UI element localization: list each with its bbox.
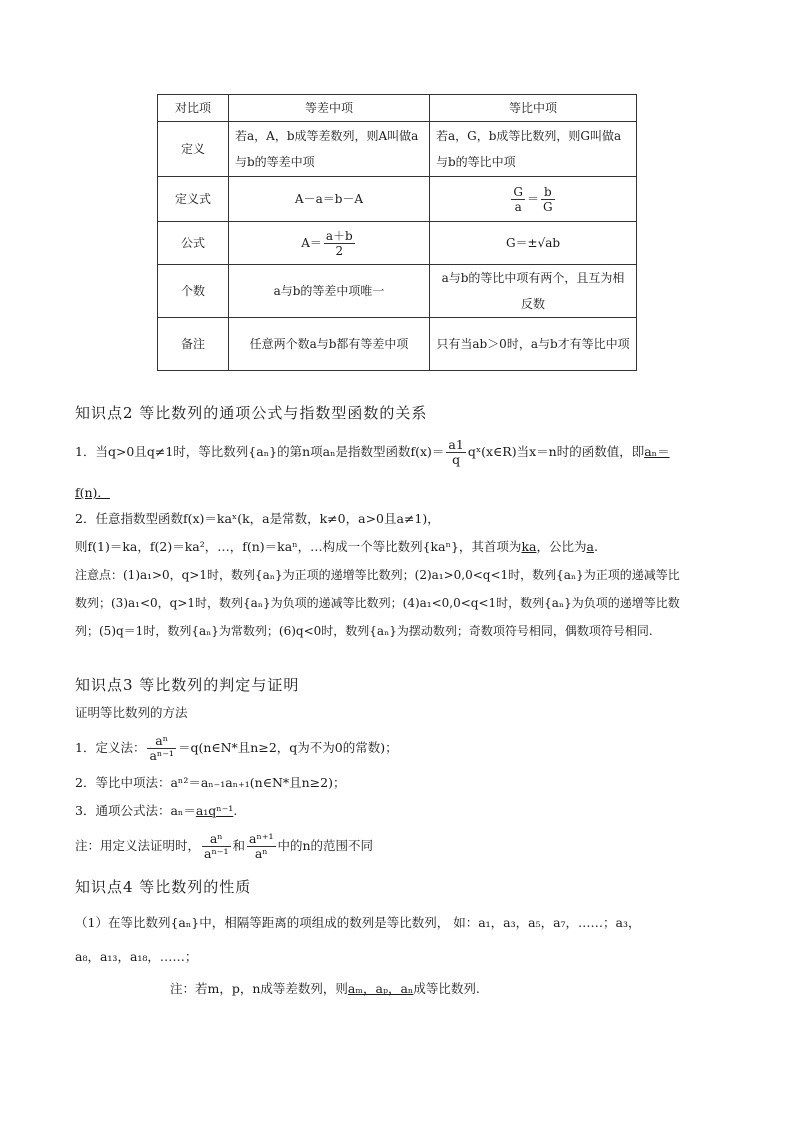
method-line [75,798,237,824]
arith-cell: A－a＝b－A [229,177,430,222]
arith-cell: 任意两个数a与b都有等差中项 [229,318,430,371]
text: 则f(1)＝ka，f(2)＝ka²，…，f(n)＝kaⁿ，…构成一个等比数列{kaⁿ}，其首项为 [75,539,522,554]
paragraph [75,534,735,560]
table-header-cell: 等差中项 [229,95,430,122]
fraction [247,832,275,861]
fraction [511,185,525,214]
numerator: b [541,185,555,200]
numerator: a1 [448,437,464,452]
underlined-answer: ka [521,539,537,554]
denominator: 2 [335,243,344,258]
fraction [147,734,175,763]
text: 注：用定义法证明时， [75,838,201,853]
paragraph [75,480,110,506]
note-line: 数列；(3)a₁<0，q>1时，数列{aₙ}为负项的递减等比数列；(4)a₁<0,0<q<1时，数列{aₙ}为负项的递增等比数 [75,596,680,610]
numerator: aⁿ [147,734,175,749]
row-label: 备注 [158,318,229,371]
text: 中的n的范围不同 [277,838,374,853]
table-row [158,122,637,177]
paragraph [75,438,735,467]
row-label: 公式 [158,222,229,265]
numerator: G [513,184,523,199]
text: ＝q(n∈N*且n≥2，q为不为0的常数)； [177,740,398,755]
equals: ＝ [526,191,539,206]
text: . [593,539,598,554]
table-row [158,222,637,265]
denominator: aⁿ [254,846,268,861]
text: 1．当q>0且q≠1时，等比数列{aₙ}的第n项aₙ是指数型函数f(x)＝ [75,444,445,459]
text: 和 [232,838,246,853]
section-heading: 知识点4 等比数列的性质 [75,878,252,896]
table-row [158,318,637,371]
method-line [75,734,735,763]
fraction [202,832,230,861]
fraction [541,185,555,214]
geo-cell: 若a，G，b成等比数列，则G叫做a与b的等比中项 [430,122,637,177]
section-heading: 知识点2 等比数列的通项公式与指数型函数的关系 [75,404,428,422]
table-row [158,177,637,222]
table-header-cell: 等比中项 [430,95,637,122]
underlined-answer: f(n)． [75,485,110,500]
geo-cell: a与b的等比中项有两个，且互为相反数 [430,265,637,318]
denominator: G [543,199,553,214]
fraction [324,229,355,258]
numerator: a＋b [325,228,353,243]
note-line [75,832,735,861]
underlined-answer: aₙ＝ [644,444,670,459]
underlined-answer: a [586,539,594,554]
row-label: 个数 [158,265,229,318]
denominator: aⁿ⁻¹ [149,748,174,763]
note-line: 列；(5)q＝1时，数列{aₙ}为常数列；(6)q<0时，数列{aₙ}为摆动数列；奇数项符号相同，偶数项符号相同. [75,624,653,638]
method-line: 2．等比中项法：aⁿ²＝aₙ₋₁aₙ₊₁(n∈N*且n≥2)； [75,775,346,790]
comparison-table [157,94,637,371]
table-header-row [158,95,637,122]
text: . [233,803,238,818]
underlined-answer: a₁qⁿ⁻¹ [195,803,234,818]
note-line: 注意点：(1)a₁>0，q>1时，数列{aₙ}为正项的递增等比数列；(2)a₁>0,0<q<1时，数列{aₙ}为正项的递减等比 [75,568,680,582]
subheading: 证明等比数列的方法 [75,705,188,720]
text: 3．通项公式法：aₙ＝ [75,803,196,818]
denominator: q [452,452,461,467]
table-header-cell: 对比项 [158,95,229,122]
numerator: aⁿ⁺¹ [249,831,274,846]
arith-cell: a与b的等差中项唯一 [229,265,430,318]
section-heading: 知识点3 等比数列的判定与证明 [75,676,300,694]
text: 1．定义法： [75,740,146,755]
numerator: aⁿ [202,832,230,847]
arith-cell: 若a，A，b成等差数列，则A叫做a与b的等差中项 [229,122,430,177]
geo-cell: 只有当ab＞0时，a与b才有等比中项 [430,318,637,371]
formula-lhs: A＝ [301,235,322,250]
paragraph: （1）在等比数列{aₙ}中，相隔等距离的项组成的数列是等比数列， 如：a₁，a₃，a₅，a₇，……；a₃， [75,915,641,930]
paragraph: a₈，a₁₃，a₁₈，……； [75,949,198,964]
arith-cell [229,222,430,265]
paragraph: 2．任意指数型函数f(x)＝kaˣ(k，a是常数，k≠0，a>0且a≠1)， [75,511,440,526]
geo-cell [430,177,637,222]
row-label: 定义式 [158,177,229,222]
row-label: 定义 [158,122,229,177]
text: 成等比数列. [413,981,480,996]
denominator: aⁿ⁻¹ [204,846,229,861]
underlined-answer: aₘ，aₚ，aₙ [347,981,414,996]
geo-cell: G＝±√ab [430,222,637,265]
fraction [446,438,465,467]
note-line [170,976,480,1002]
table-row [158,265,637,318]
denominator: a [514,199,522,214]
text: 注：若m，p，n成等差数列，则 [170,981,348,996]
text: ，公比为 [536,539,587,554]
text: qˣ(x∈R)当x＝n时的函数值，即 [467,444,645,459]
